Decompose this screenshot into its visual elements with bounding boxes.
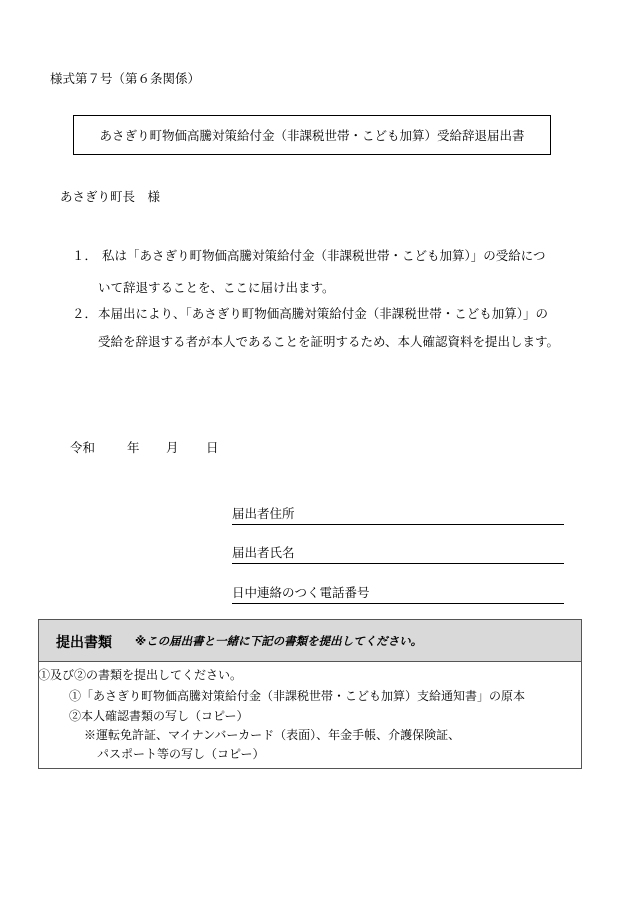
statement-number-2: ２． bbox=[72, 306, 98, 321]
required-documents-header bbox=[39, 620, 581, 662]
date-year: 年 bbox=[127, 440, 140, 455]
document-title: あさぎり町物価高騰対策給付金（非課税世帯・こども加算）受給辞退届出書 bbox=[99, 128, 525, 143]
documents-intro: ①及び②の書類を提出してください。 bbox=[38, 668, 243, 682]
statement-2-line-1: 本届出により、「あさぎり町物価高騰対策給付金（非課税世帯・こども加算）」の bbox=[98, 306, 549, 321]
statement-item-2 bbox=[72, 304, 592, 354]
addressee: あさぎり町長 様 bbox=[60, 189, 161, 204]
required-documents-box bbox=[38, 619, 582, 769]
address-field[interactable] bbox=[232, 504, 564, 525]
statement-item-1 bbox=[72, 246, 592, 296]
document-item-1: ①「あさぎり町物価高騰対策給付金（非課税世帯・こども加算）支給通知書」の原本 bbox=[69, 689, 526, 703]
id-examples-line-1: ※運転免許証、マイナンバーカード（表面）、年金手帳、介護保険証、 bbox=[84, 728, 461, 742]
name-field[interactable] bbox=[232, 543, 564, 564]
address-label: 届出者住所 bbox=[232, 506, 295, 521]
required-documents-note: ※この届出書と一緒に下記の書類を提出してください。 bbox=[135, 634, 423, 648]
id-examples-line-2: パスポート等の写し（コピー） bbox=[97, 747, 265, 761]
document-title-box bbox=[73, 115, 551, 155]
statement-2-line-2: 受給を辞退する者が本人であることを証明するため、本人確認資料を提出します。 bbox=[98, 334, 560, 349]
statement-1-line-1: 私は「あさぎり町物価高騰対策給付金（非課税世帯・こども加算）」の受給につ bbox=[102, 248, 546, 263]
statement-number-1: １． bbox=[72, 248, 98, 263]
name-label: 届出者氏名 bbox=[232, 545, 295, 560]
date-era: 令和 bbox=[70, 440, 96, 455]
date-day: 日 bbox=[206, 440, 219, 455]
phone-field[interactable] bbox=[232, 583, 564, 604]
phone-label: 日中連絡のつく電話番号 bbox=[232, 585, 370, 600]
document-item-2: ②本人確認書類の写し（コピー） bbox=[69, 709, 249, 723]
required-documents-title: 提出書類 bbox=[56, 635, 112, 651]
statement-1-line-2: いて辞退することを、ここに届け出ます。 bbox=[98, 280, 335, 295]
form-number: 様式第７号（第６条関係） bbox=[50, 71, 201, 86]
date-month: 月 bbox=[166, 440, 179, 455]
